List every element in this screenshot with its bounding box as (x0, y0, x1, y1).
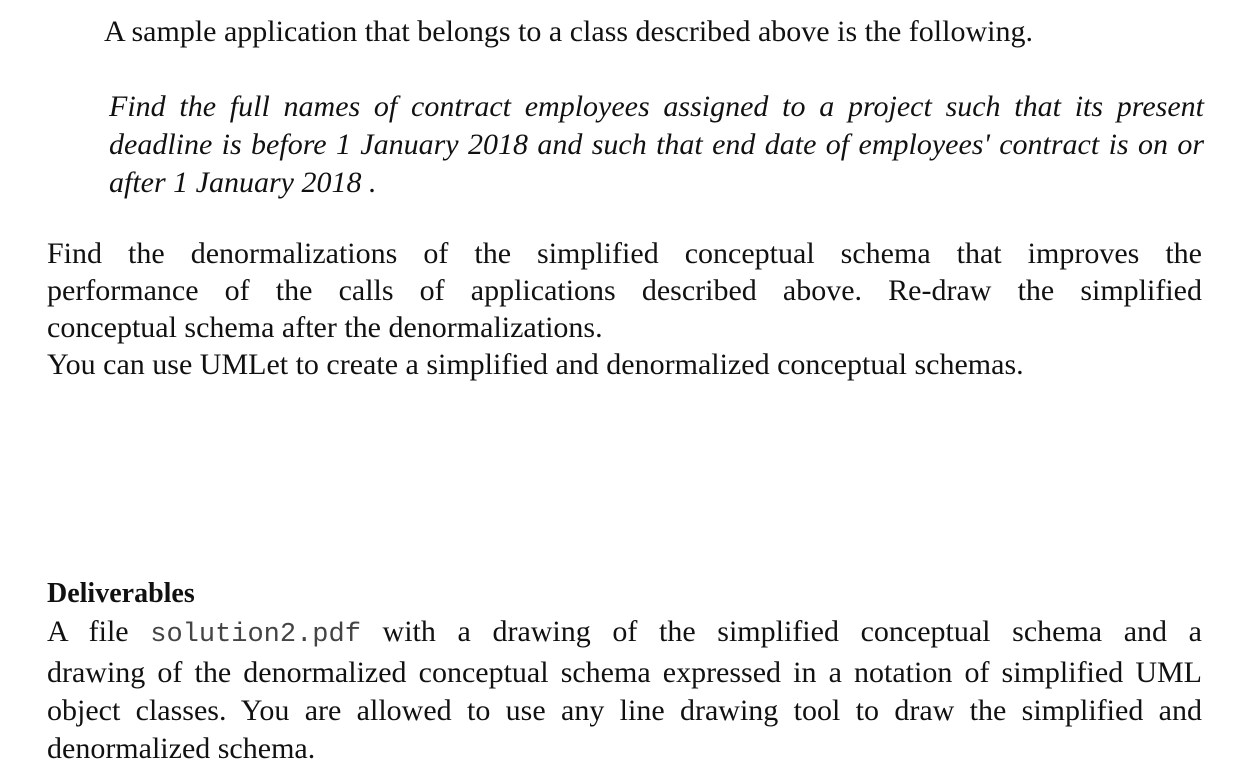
deliverables-line: object classes. You are allowed to use any line drawing tool to draw the simplified and (47, 694, 1202, 727)
deliverables-line: denormalized schema. (47, 732, 316, 765)
sample-query-paragraph: Find the full names of contract employees assigned to a project such that its present deadline is before 1 January 2018 and such that end date of employees' contract is on or after 1 January 2018 . (109, 90, 1204, 199)
deliverables-line: drawing of the denormalized conceptual schema expressed in a notation of simplified UML (47, 656, 1202, 689)
umlet-hint-paragraph: You can use UMLet to create a simplified and denormalized conceptual schemas. (47, 348, 1024, 381)
intro-paragraph: A sample application that belongs to a class described above is the following. (104, 15, 1033, 48)
deliverables-prefix: A file (47, 615, 129, 648)
task-line: performance of the calls of applications described above. Re-draw the simplified (47, 274, 1202, 307)
task-line: conceptual schema after the denormalizations. (47, 311, 603, 344)
filename-code: solution2.pdf (150, 620, 361, 650)
task-paragraph (47, 235, 1202, 346)
deliverables-line (47, 613, 1202, 654)
deliverables-heading: Deliverables (47, 578, 195, 609)
task-line: Find the denormalizations of the simplified conceptual schema that improves the (47, 237, 1202, 270)
deliverables-paragraph (47, 613, 1202, 768)
deliverables-suffix: with a drawing of the simplified conceptual schema and a (382, 615, 1203, 648)
